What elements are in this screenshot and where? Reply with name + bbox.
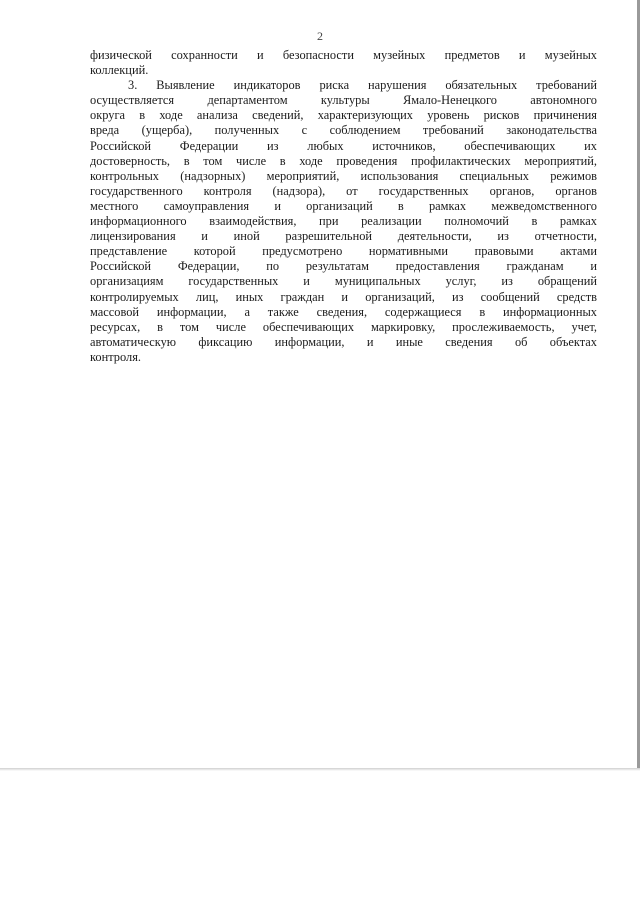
text-line: достоверность, в том числе в ходе проведения профилактических мероприятий, — [90, 153, 597, 168]
text-line: автоматическую фиксацию информации, и иные сведения об объектах — [90, 334, 597, 349]
text-line: округа в ходе анализа сведений, характеризующих уровень рисков причинения — [90, 108, 597, 123]
text-line: государственного контроля (надзора), от государственных органов, органов — [90, 183, 597, 198]
text-line: контроля. — [90, 349, 141, 364]
document-body — [90, 48, 597, 365]
text-line: Российской Федерации из любых источников, обеспечивающих их — [90, 138, 597, 153]
text-line: осуществляется департаментом культуры Ямало-Ненецкого автономного — [90, 93, 597, 108]
text-line: контрольных (надзорных) мероприятий, использования специальных режимов — [90, 168, 597, 183]
text-line: ресурсах, в том числе обеспечивающих маркировку, прослеживаемость, учет, — [90, 319, 597, 334]
text-line: организациям государственных и муниципальных услуг, из обращений — [90, 274, 597, 289]
text-line: представление которой предусмотрено нормативными правовыми актами — [90, 244, 597, 259]
paragraph-continuation — [90, 48, 597, 78]
text-line: массовой информации, а также сведения, содержащиеся в информационных — [90, 304, 597, 319]
paragraph-3 — [90, 78, 597, 365]
text-line: информационного взаимодействия, при реализации полномочий в рамках — [90, 214, 597, 229]
text-line: лицензирования и иной разрешительной деятельности, из отчетности, — [90, 229, 597, 244]
page-bottom-edge — [0, 768, 640, 771]
text-line: физической сохранности и безопасности музейных предметов и музейных — [90, 48, 597, 62]
text-line: вреда (ущерба), полученных с соблюдением требований законодательства — [90, 123, 597, 138]
text-line: контролируемых лиц, иных граждан и организаций, из сообщений средств — [90, 289, 597, 304]
text-line: 3. Выявление индикаторов риска нарушения обязательных требований — [128, 78, 597, 93]
text-line: Российской Федерации, по результатам предоставления гражданам и — [90, 259, 597, 274]
text-line: коллекций. — [90, 63, 149, 78]
text-line: местного самоуправления и организаций в рамках межведомственного — [90, 198, 597, 213]
page-number: 2 — [317, 29, 323, 43]
